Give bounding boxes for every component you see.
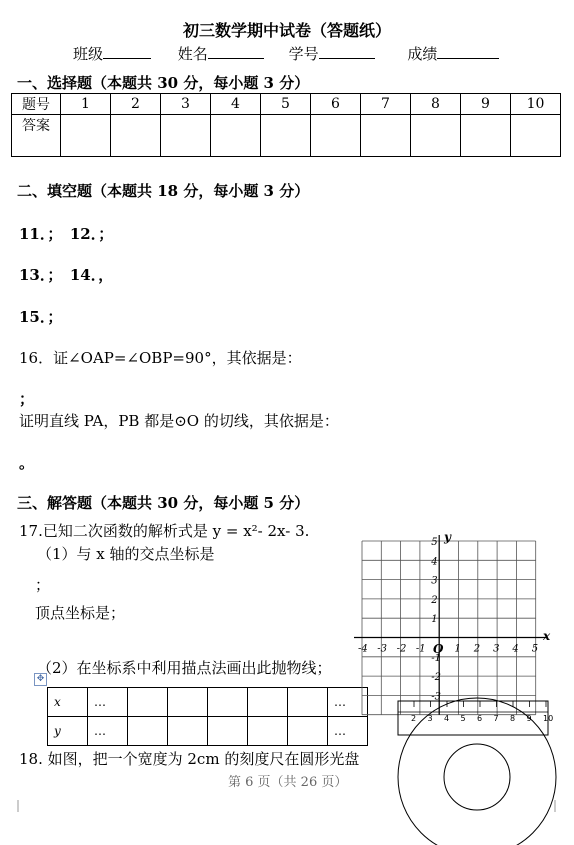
question-number: 1 — [61, 94, 111, 115]
page-footer: 第 6 页（共 26 页） — [228, 775, 348, 790]
origin-label: O — [433, 642, 444, 656]
y-tick-label: 4 — [431, 556, 438, 568]
x-tick-label: -1 — [415, 643, 426, 655]
question-number: 6 — [311, 94, 361, 115]
y-label: y — [48, 717, 88, 746]
question-number: 7 — [361, 94, 411, 115]
class-label: 班级 — [73, 45, 104, 63]
score-label: 成绩 — [407, 45, 438, 63]
q16b: 证明直线 PA，PB 都是⊙O 的切线，其依据是： — [19, 412, 339, 430]
x-tick-label: -4 — [358, 643, 368, 655]
question-number: 9 — [461, 94, 511, 115]
ruler-tick-label: 10 — [543, 714, 554, 723]
question-number: 5 — [261, 94, 311, 115]
table-move-handle-icon[interactable]: ✥ — [34, 673, 47, 686]
ellipsis: … — [328, 717, 368, 746]
ruler-tick-label: 5 — [460, 714, 466, 723]
inner-disc — [444, 744, 510, 810]
q11-12: 11．； 12．； — [19, 225, 114, 243]
x-tick-label: -3 — [377, 643, 388, 655]
axes — [354, 535, 548, 715]
q17: 17.已知二次函数的解析式是 y = x²- 2x- 3. — [19, 522, 310, 540]
q17-semicolon: ； — [35, 576, 51, 594]
ruler-tick-label: 4 — [444, 714, 450, 723]
x-tick-label: 5 — [531, 643, 539, 655]
question-number: 2 — [111, 94, 161, 115]
y-tick-label: -1 — [431, 652, 441, 664]
name-label: 姓名 — [177, 45, 208, 63]
ruler-tick-label: 2 — [411, 714, 417, 723]
ellipsis: … — [88, 688, 128, 717]
ruler-tick-label: 8 — [510, 714, 516, 723]
ellipsis: … — [88, 717, 128, 746]
ellipsis: … — [328, 688, 368, 717]
x-tick-label: 4 — [512, 643, 519, 655]
y-tick-label: -3 — [431, 691, 441, 703]
q16: 16．证∠OAP=∠OBP=90°，其依据是： — [19, 349, 302, 367]
x-tick-label: 2 — [473, 643, 481, 655]
grid-lines — [362, 541, 539, 715]
question-number: 3 — [161, 94, 211, 115]
ruler-tick-label: 6 — [477, 714, 483, 723]
y-tick-label: 5 — [431, 537, 438, 548]
section1-heading: 一、选择题（本题共 30 分，每小题 3 分） — [17, 74, 310, 92]
y-tick-label: 3 — [431, 575, 438, 587]
section2-heading: 二、填空题（本题共 18 分，每小题 3 分） — [17, 182, 310, 200]
y-tick-label: 1 — [431, 614, 438, 626]
y-tick-label: 2 — [431, 594, 438, 606]
x-tick-label: 1 — [454, 643, 461, 655]
q16-semicolon: ； — [19, 390, 35, 408]
x-axis-label: x — [543, 629, 551, 643]
id-label: 学号 — [288, 45, 319, 63]
q13-14: 13．； 14．， — [19, 266, 114, 284]
question-number: 10 — [511, 94, 561, 115]
question-number: 4 — [211, 94, 261, 115]
q18: 18. 如图，把一个宽度为 2cm 的刻度尺在圆形光盘 — [19, 750, 360, 768]
section3-heading: 三、解答题（本题共 30 分，每小题 5 分） — [17, 494, 310, 512]
page-title: 初三数学期中试卷（答题纸） — [182, 21, 391, 40]
x-tick-label: -2 — [396, 643, 407, 655]
q15: 15．； — [19, 308, 63, 326]
q17-part2: （2）在坐标系中利用描点法画出此抛物线； — [37, 659, 332, 677]
ruler-tick-label: 3 — [427, 714, 433, 723]
row-label-number: 题号 — [12, 94, 61, 115]
ruler-tick-label: 7 — [493, 714, 499, 723]
x-label: x — [48, 688, 88, 717]
y-tick-label: -2 — [431, 672, 441, 684]
x-tick-label: 3 — [493, 643, 500, 655]
question-number: 8 — [411, 94, 461, 115]
q16b-period: 。 — [19, 454, 35, 472]
ruler-tick-label: 9 — [526, 714, 532, 723]
y-axis-label: y — [444, 530, 451, 544]
q17-part1: （1）与 x 轴的交点坐标是 — [37, 545, 215, 563]
row-label-answer: 答案 — [12, 115, 61, 157]
q17-vertex: 顶点坐标是； — [35, 604, 126, 622]
